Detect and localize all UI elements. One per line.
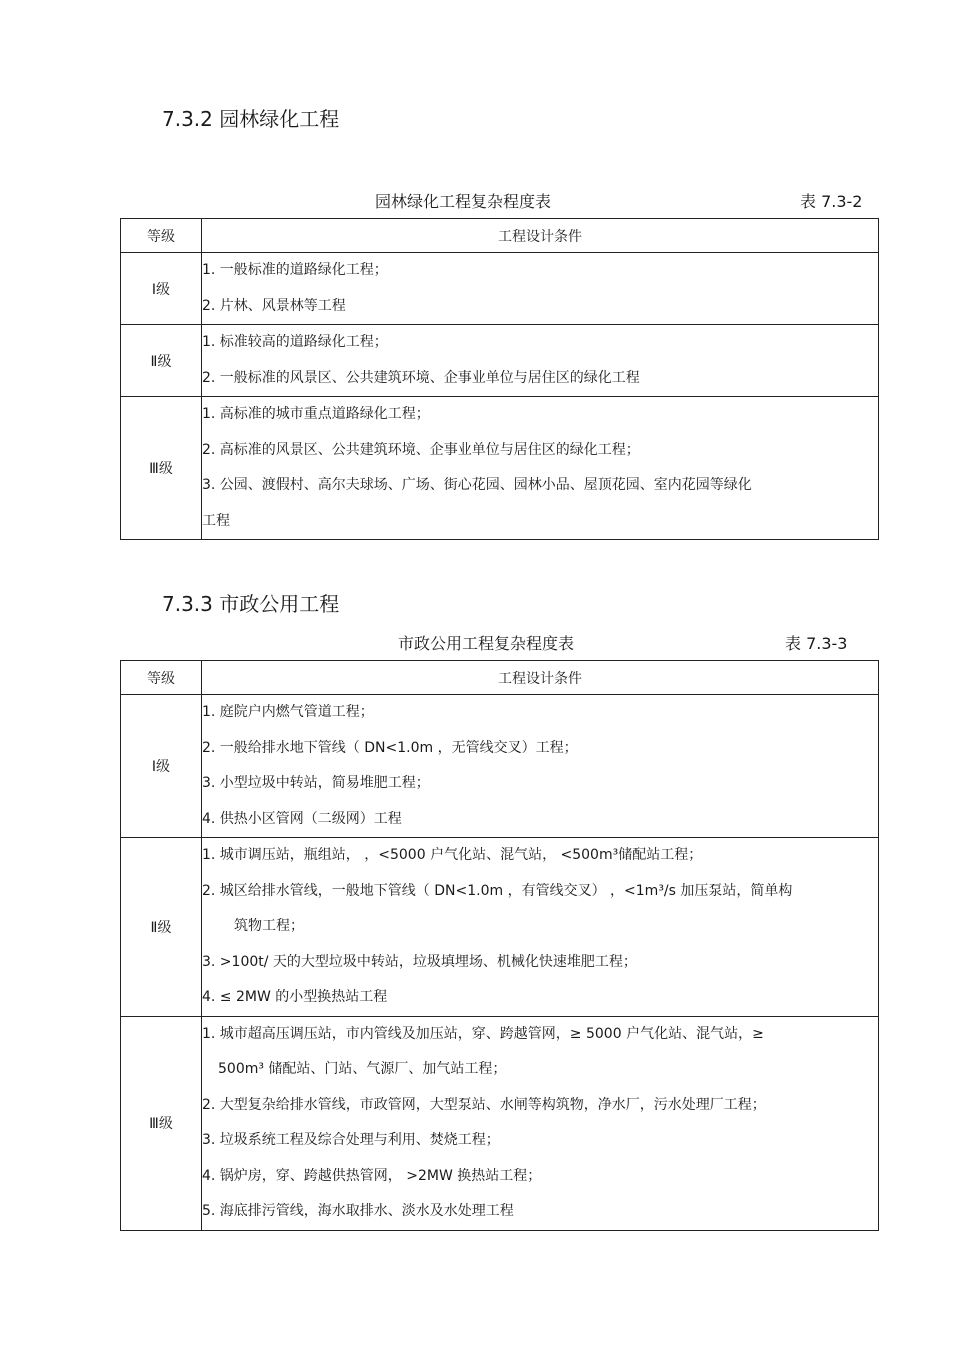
table-header-row	[121, 661, 879, 695]
table-row	[121, 253, 879, 325]
condition-line: 3. 小型垃圾中转站，简易堆肥工程；	[202, 775, 430, 791]
table-title-municipal: 市政公用工程复杂程度表	[398, 634, 575, 653]
condition-line: 4. ≤ 2MW 的小型换热站工程	[202, 989, 388, 1005]
condition-line: 1. 一般标准的道路绿化工程；	[202, 262, 388, 278]
table-row	[121, 397, 879, 540]
grade-cell: Ⅱ级	[121, 838, 202, 1017]
table-row	[121, 1016, 879, 1230]
municipal-complexity-table	[120, 660, 879, 1231]
condition-line: 3. >100t/ 天的大型垃圾中转站，垃圾填埋场、机械化快速堆肥工程；	[202, 953, 637, 970]
conditions-cell	[202, 695, 879, 838]
condition-line: 1. 城市调压站，瓶组站， ，<5000 户气化站、混气站， <500m³储配站工程；	[202, 847, 703, 863]
conditions-cell	[202, 1016, 879, 1230]
condition-line: 1. 标准较高的道路绿化工程；	[202, 334, 388, 350]
column-header-grade: 等级	[121, 661, 202, 695]
condition-line: 3. 公园、渡假村、高尔夫球场、广场、街心花园、园林小品、屋顶花园、室内花园等绿化	[202, 477, 752, 493]
condition-line: 2. 城区给排水管线，一般地下管线（ DN<1.0m ，有管线交叉） ，<1m³/s 加压泵站，简单构	[202, 882, 793, 899]
condition-line: 工程	[202, 512, 230, 529]
condition-line: 筑物工程；	[234, 918, 304, 934]
conditions-cell	[202, 253, 879, 325]
table-header-row	[121, 219, 879, 253]
landscape-complexity-table	[120, 218, 879, 540]
section-heading-landscape: 7.3.2 园林绿化工程	[162, 107, 340, 131]
condition-line: 2. 高标准的风景区、公共建筑环境、企事业单位与居住区的绿化工程；	[202, 441, 640, 458]
condition-line: 5. 海底排污管线，海水取排水、淡水及水处理工程	[202, 1203, 514, 1219]
condition-line: 2. 片林、风景林等工程	[202, 297, 346, 314]
condition-line: 4. 供热小区管网（二级网）工程	[202, 810, 402, 827]
condition-line: 2. 大型复杂给排水管线，市政管网，大型泵站、水闸等构筑物，净水厂，污水处理厂工程；	[202, 1096, 766, 1113]
condition-line: 4. 锅炉房，穿、跨越供热管网， >2MW 换热站工程；	[202, 1167, 542, 1184]
grade-cell: Ⅲ级	[121, 1016, 202, 1230]
column-header-conditions: 工程设计条件	[202, 219, 879, 253]
table-row	[121, 838, 879, 1017]
table-number-landscape: 表 7.3-2	[800, 192, 863, 211]
table-row	[121, 325, 879, 397]
table-row	[121, 695, 879, 838]
grade-cell: Ⅰ级	[121, 695, 202, 838]
condition-line: 500m³ 储配站、门站、气源厂、加气站工程；	[218, 1061, 507, 1077]
conditions-cell	[202, 397, 879, 540]
table-number-municipal: 表 7.3-3	[785, 634, 848, 653]
column-header-grade: 等级	[121, 219, 202, 253]
conditions-cell	[202, 325, 879, 397]
grade-cell: Ⅱ级	[121, 325, 202, 397]
section-heading-municipal: 7.3.3 市政公用工程	[162, 592, 340, 616]
condition-line: 2. 一般给排水地下管线（ DN<1.0m ，无管线交叉）工程；	[202, 739, 578, 756]
grade-cell: Ⅲ级	[121, 397, 202, 540]
grade-cell: Ⅰ级	[121, 253, 202, 325]
condition-line: 1. 城市超高压调压站，市内管线及加压站，穿、跨越管网，≥ 5000 户气化站、混气站，≥	[202, 1025, 764, 1042]
condition-line: 3. 垃圾系统工程及综合处理与利用、焚烧工程；	[202, 1132, 500, 1148]
table-title-landscape: 园林绿化工程复杂程度表	[375, 192, 552, 211]
conditions-cell	[202, 838, 879, 1017]
column-header-conditions: 工程设计条件	[202, 661, 879, 695]
condition-line: 1. 高标准的城市重点道路绿化工程；	[202, 406, 430, 422]
condition-line: 2. 一般标准的风景区、公共建筑环境、企事业单位与居住区的绿化工程	[202, 369, 640, 386]
condition-line: 1. 庭院户内燃气管道工程；	[202, 704, 374, 720]
